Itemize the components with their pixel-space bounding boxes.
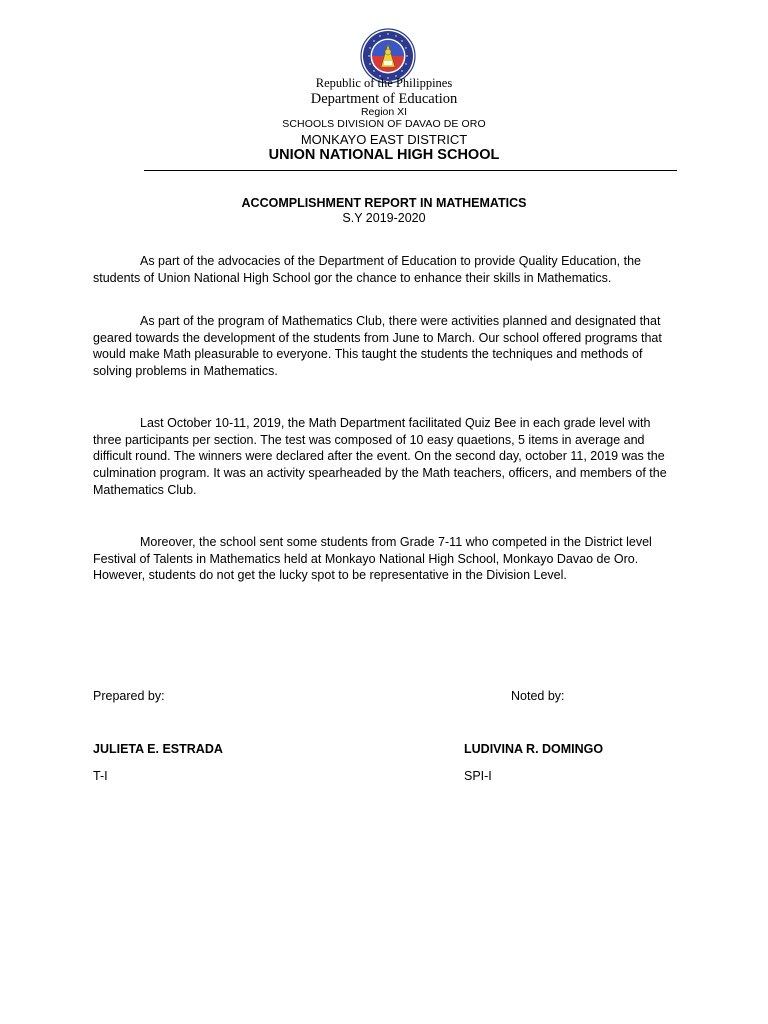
school-name: UNION NATIONAL HIGH SCHOOL [268, 147, 500, 163]
report-title: ACCOMPLISHMENT REPORT IN MATHEMATICS [241, 196, 527, 210]
school-year: S.Y 2019-2020 [342, 211, 426, 225]
header-divider [144, 170, 677, 171]
republic-line: Republic of the Philippines [315, 76, 453, 90]
paragraph-math-club: As part of the program of Mathematics Club, there were activities planned and designated that geared towards the development of the students from June to March. Our school offered programs that would make Math pleasurable to everyone. This taught the students the techniques and methods of solving problems in Mathematics. [93, 314, 662, 379]
paragraph-advocacy: As part of the advocacies of the Department of Education to provide Quality Education, the students of Union National High School gor the chance to enhance their skills in Mathematics. [93, 254, 641, 285]
division-line: SCHOOLS DIVISION OF DAVAO DE ORO [282, 118, 486, 130]
department-line: Department of Education [310, 91, 458, 107]
region-line: Region XI [360, 106, 408, 118]
preparer-name: JULIETA E. ESTRADA [93, 742, 223, 756]
preparer-position: T-I [93, 769, 108, 783]
paragraph-festival-of-talents: Moreover, the school sent some students from Grade 7-11 who competed in the District level Festival of Talents in Mathematics held at Monkayo National High School, Monkayo Davao de Oro. However, students do not get the lucky spot to be representative in the Division Level. [93, 535, 652, 583]
paragraph-quiz-bee: Last October 10-11, 2019, the Math Department facilitated Quiz Bee in each grade level with three participants per section. The test was composed of 10 easy quaetions, 5 items in average and difficult round. The winners were declared after the event. On the second day, october 11, 2019 was the culmination program. It was an activity spearheaded by the Math teachers, officers, and members of the Mathematics Club. [93, 416, 667, 497]
noted-by-label: Noted by: [511, 689, 565, 703]
noter-name: LUDIVINA R. DOMINGO [464, 742, 604, 756]
noter-position: SPI-I [464, 769, 492, 783]
prepared-by-label: Prepared by: [93, 689, 165, 703]
district-line: MONKAYO EAST DISTRICT [300, 132, 468, 147]
